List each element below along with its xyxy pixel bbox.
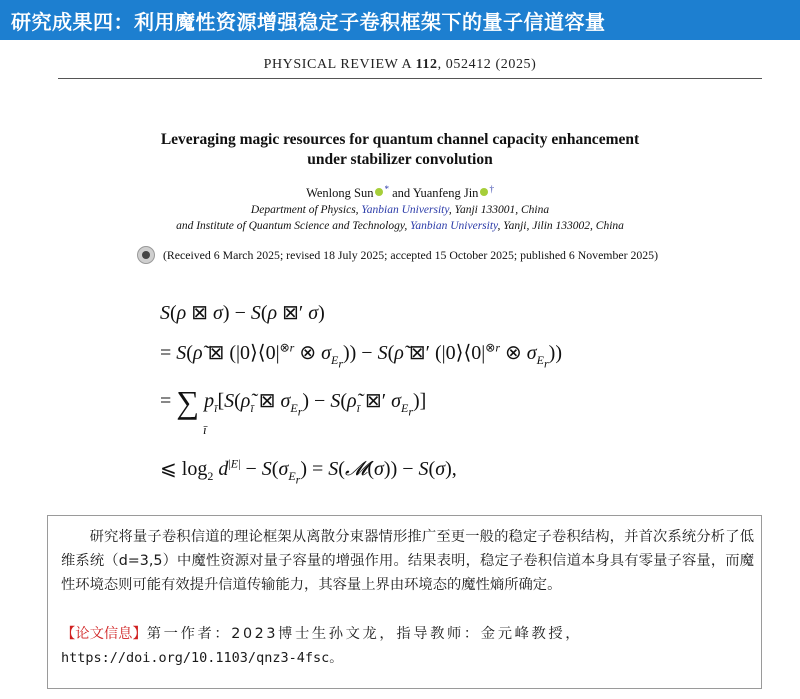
- doi-link[interactable]: https://doi.org/10.1103/qnz3-4fsc。: [61, 650, 343, 666]
- paper-info-label: 【论文信息】: [61, 626, 147, 642]
- summary-box: [47, 515, 762, 689]
- affiliation-1-location: , Yanji 133001, China: [448, 204, 550, 216]
- author-list: [0, 184, 800, 201]
- affiliation-2: [0, 220, 800, 232]
- affiliation-1-text: Department of Physics,: [250, 204, 362, 216]
- paper-title-line2: under stabilizer convolution: [307, 151, 493, 168]
- affiliation-2-link[interactable]: Yanbian University: [410, 220, 498, 232]
- equation-line-3: = ∑ $p_ī[S(\rhõ_ī$ ⊠ $\sigma_{E_r}$) − $S(\rhõ_ī$ ⊠′ $\sigma_{E_r}$)]: [160, 384, 427, 420]
- affiliation-2-location: , Yanji, Jilin 133002, China: [497, 220, 624, 232]
- affiliation-1: [0, 204, 800, 216]
- affiliation-1-link[interactable]: Yanbian University: [361, 204, 449, 216]
- author-and: and: [388, 186, 413, 200]
- journal-name: PHYSICAL REVIEW A: [263, 57, 416, 72]
- paper-info: [61, 622, 754, 670]
- paper-title-line1: Leveraging magic resources for quantum channel capacity enhancement: [160, 131, 640, 148]
- equation-line-2: = S(ρ̃ ⊠ ($|0⟩⟨0|^{\otimes r}$ ⊗ $\sigma_{E_r}$)) − S(ρ̃ ⊠′ ($|0⟩⟨0|^{\otimes r}$ ⊗ $\sigma_{E_r}$)): [160, 340, 562, 371]
- orcid-icon[interactable]: [375, 188, 383, 196]
- journal-header: [0, 57, 800, 73]
- received-dates: (Received 6 March 2025; revised 18 July 2025; accepted 15 October 2025; published 6 November 2025): [163, 248, 659, 262]
- paper-info-body: 第一作者：2023博士生孙文龙，指导教师：金元峰教授，: [146, 626, 583, 642]
- journal-volume: 112: [415, 57, 438, 72]
- journal-article: , 052412 (2025): [437, 57, 537, 72]
- title-banner: [0, 0, 800, 40]
- author-2: Yuanfeng Jin: [412, 186, 479, 200]
- orcid-icon[interactable]: [480, 188, 488, 196]
- summary-text: 研究将量子卷积信道的理论框架从离散分束器情形推广至更一般的稳定子卷积结构，并首次系统分析了低维系统（d=3,5）中魔性资源对量子容量的增强作用。结果表明，稳定子卷积信道本身具有零量子容量，而魔性环境态则可能有效提升信道传输能力，其容量上界由环境态的魔性熵所确定。: [61, 529, 754, 593]
- check-for-updates-icon[interactable]: [137, 246, 155, 264]
- affiliation-2-text: and Institute of Quantum Science and Technology,: [176, 220, 411, 232]
- banner-title: 研究成果四：利用魔性资源增强稳定子卷积框架下的量子信道容量: [11, 10, 606, 34]
- equation-line-1: S(ρ ⊠ σ) − S(ρ ⊠′ σ): [160, 302, 325, 324]
- author-1: Wenlong Sun: [306, 186, 374, 200]
- equation-line-4: ⩽ $\log_2 d^{|E|} - S(\sigma_{E_r})$ = S(𝓜(σ)) − S(σ),: [160, 456, 457, 487]
- header-rule: [58, 78, 762, 79]
- author-2-mark: †: [489, 184, 494, 194]
- equation-sum-index: ī: [203, 422, 207, 437]
- author-1-mark: *: [384, 184, 389, 194]
- paper-title: [0, 130, 800, 170]
